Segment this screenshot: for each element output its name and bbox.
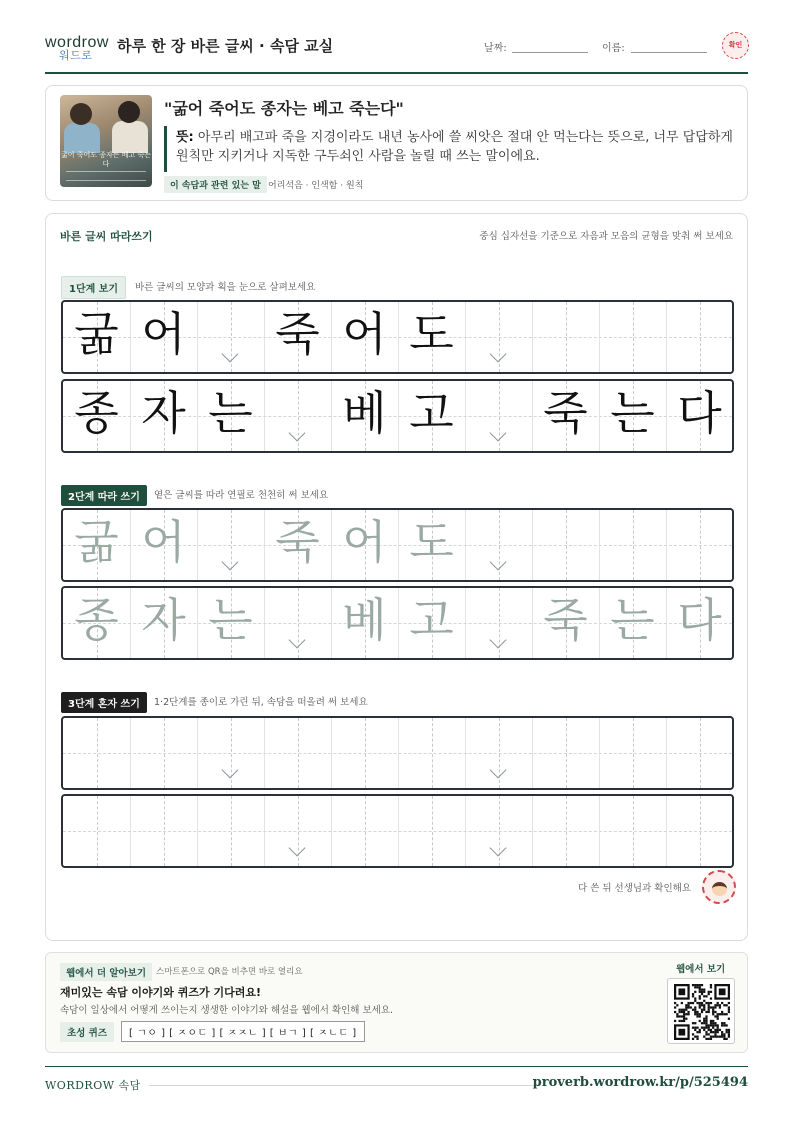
- step1-badge: 1단계 보기: [61, 276, 126, 299]
- glyph: 는: [610, 386, 655, 440]
- glyph: 어: [342, 307, 387, 361]
- meaning-accent-bar: [164, 126, 167, 172]
- step3-badge: 3단계 혼자 쓰기: [61, 692, 147, 713]
- check-stamp-icon: 확인: [722, 32, 749, 59]
- space-mark-icon: [490, 762, 507, 779]
- proverb-card: [45, 85, 748, 201]
- glyph: 어: [141, 515, 186, 569]
- date-field[interactable]: [512, 52, 588, 53]
- glyph: 고: [409, 593, 454, 647]
- glyph: 다: [677, 593, 722, 647]
- related-words: 어리석음 · 인색함 · 원칙: [268, 181, 364, 191]
- related-label: 이 속담과 관련 있는 말: [164, 176, 267, 193]
- step2-row-2[interactable]: [61, 586, 734, 660]
- glyph: 자: [141, 386, 186, 440]
- teacher-stamp-icon: [702, 870, 736, 904]
- glyph: 다: [677, 386, 722, 440]
- proverb-meaning: [176, 128, 736, 166]
- space-mark-icon: [289, 425, 306, 442]
- quiz-label: 초성 퀴즈: [60, 1022, 114, 1042]
- space-mark-icon: [222, 762, 239, 779]
- web-promo-box: [45, 952, 748, 1053]
- space-mark-icon: [289, 632, 306, 649]
- meaning-label: 뜻:: [176, 130, 194, 145]
- proverb-title: "굶어 죽어도 종자는 베고 죽는다": [164, 99, 404, 118]
- step3-desc: 1·2단계를 종이로 가린 뒤, 속담을 떠올려 써 보세요: [154, 697, 368, 708]
- page-footer: [45, 1066, 748, 1106]
- step3-row-1[interactable]: [61, 716, 734, 790]
- space-mark-icon: [490, 346, 507, 363]
- proverb-thumbnail[interactable]: [60, 95, 152, 187]
- glyph: 베: [342, 593, 387, 647]
- date-label: 날짜:: [484, 43, 507, 54]
- step2-desc: 옅은 글씨를 따라 연필로 천천히 써 보세요: [154, 490, 329, 501]
- glyph: 굶: [74, 515, 119, 569]
- name-field[interactable]: [631, 52, 707, 53]
- glyph: 죽: [275, 307, 320, 361]
- footer-url[interactable]: proverb.wordrow.kr/p/525494: [532, 1075, 748, 1090]
- glyph: 굶: [74, 307, 119, 361]
- glyph: 종: [74, 386, 119, 440]
- glyph: 도: [409, 307, 454, 361]
- glyph: 어: [141, 307, 186, 361]
- space-mark-icon: [490, 840, 507, 857]
- step1-row-1: [61, 300, 734, 374]
- space-mark-icon: [222, 346, 239, 363]
- glyph: 종: [74, 593, 119, 647]
- step1-desc: 바른 글씨의 모양과 획을 눈으로 살펴보세요: [135, 282, 316, 293]
- step1-row-2: [61, 379, 734, 453]
- glyph: 고: [409, 386, 454, 440]
- logo-subtext: 워드로: [59, 50, 93, 62]
- page-title: 하루 한 장 바른 글씨 · 속담 교실: [117, 37, 334, 55]
- chosung-quiz: [ ㄱㅇ ] [ ㅈㅇㄷ ] [ ㅈㅈㄴ ] [ ㅂㄱ ] [ ㅈㄴㄷ ]: [121, 1021, 365, 1042]
- glyph: 죽: [543, 593, 588, 647]
- step3-row-2[interactable]: [61, 794, 734, 868]
- glyph: 어: [342, 515, 387, 569]
- grid-midline: [63, 831, 732, 832]
- qr-code-icon[interactable]: [667, 978, 735, 1044]
- glyph: 죽: [543, 386, 588, 440]
- web-headline: 재미있는 속담 이야기와 퀴즈가 기다려요!: [60, 986, 261, 999]
- glyph: 는: [610, 593, 655, 647]
- web-badge: 웹에서 더 알아보기: [60, 963, 152, 981]
- web-body: 속담이 일상에서 어떻게 쓰이는지 생생한 이야기와 해설을 웹에서 확인해 보세요.: [60, 1005, 394, 1016]
- teacher-check-text: 다 쓴 뒤 선생님과 확인해요: [577, 883, 691, 894]
- step2-badge: 2단계 따라 쓰기: [61, 485, 147, 506]
- qr-label: 웹에서 보기: [676, 964, 726, 975]
- footer-divider: [149, 1085, 539, 1086]
- step2-row-1[interactable]: [61, 508, 734, 582]
- sheet-title: 바른 글씨 따라쓰기: [60, 230, 153, 243]
- thumbnail-title: 굶어 죽어도 종자는 베고 죽는다: [60, 151, 152, 168]
- name-label: 이름:: [602, 43, 625, 54]
- footer-brand: WORDROW 속담: [45, 1079, 141, 1092]
- space-mark-icon: [490, 632, 507, 649]
- glyph: 자: [141, 593, 186, 647]
- glyph: 는: [208, 386, 253, 440]
- space-mark-icon: [222, 554, 239, 571]
- writing-sheet: [45, 213, 748, 941]
- grid-midline: [63, 753, 732, 754]
- glyph: 죽: [275, 515, 320, 569]
- space-mark-icon: [490, 554, 507, 571]
- logo-text: wordrow: [45, 34, 109, 51]
- space-mark-icon: [490, 425, 507, 442]
- web-hint: 스마트폰으로 QR을 비추면 바로 열리요: [156, 967, 303, 977]
- sheet-hint: 중심 십자선을 기준으로 자음과 모음의 균형을 맞춰 써 보세요: [479, 231, 733, 242]
- meaning-text: 아무리 배고파 죽을 지경이라도 내년 농사에 쓸 씨앗은 절대 안 먹는다는 뜻으로, 너무 답답하게 원칙만 지키거나 지독한 구두쇠인 사람을 놀릴 때 쓰는 말이에요.: [176, 130, 733, 164]
- wordrow-logo: [45, 34, 109, 62]
- glyph: 는: [208, 593, 253, 647]
- space-mark-icon: [289, 840, 306, 857]
- glyph: 베: [342, 386, 387, 440]
- page-header: [45, 30, 748, 74]
- glyph: 도: [409, 515, 454, 569]
